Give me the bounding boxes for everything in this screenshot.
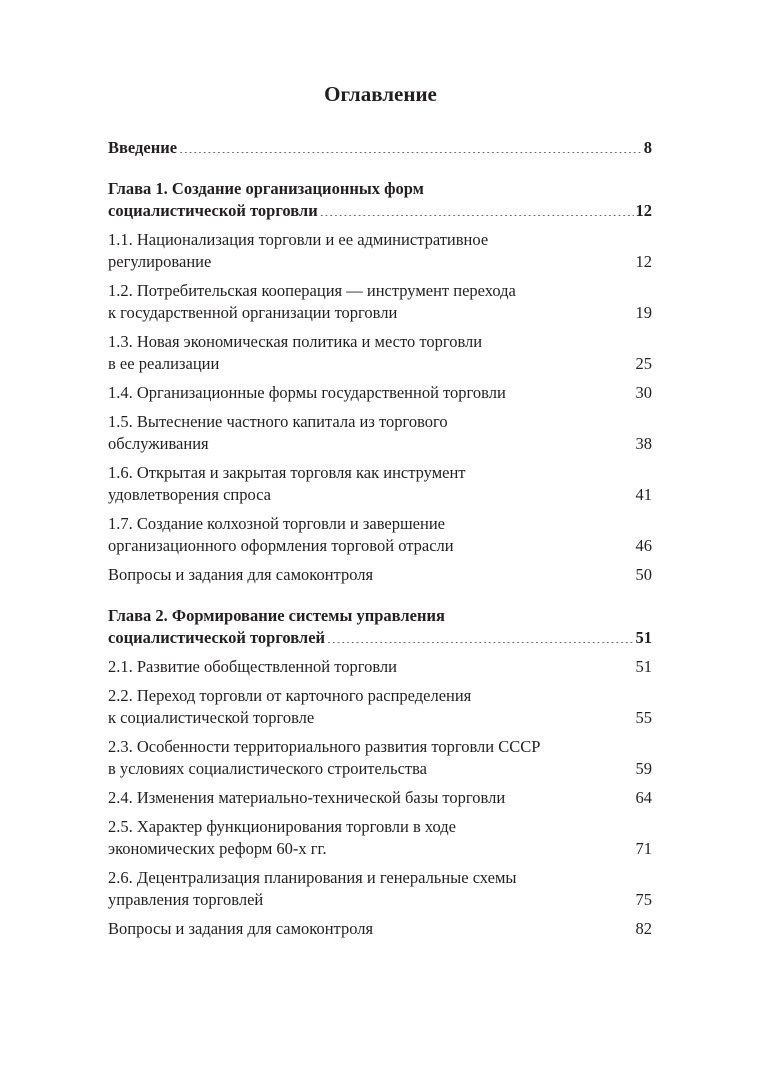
toc-entry-label: Введение [108, 138, 178, 157]
toc-entry-label-line1: 1.1. Национализация торговли и ее административное [108, 230, 489, 249]
toc-entry-label-line2: организационного оформления торговой отрасли [108, 536, 454, 555]
dot-leader [316, 709, 633, 723]
toc-entry-page: 55 [635, 708, 652, 727]
toc-entry-label: 2.4. Изменения материально-технической базы торговли [108, 788, 506, 807]
toc-entry-label-line2: управления торговлей [108, 890, 264, 909]
toc-entry-label-line2: социалистической торговлей [108, 628, 326, 647]
toc-entry-2-5[interactable] [108, 816, 652, 860]
toc-entry-page: 25 [635, 354, 652, 373]
toc-entry-label-line1: 2.5. Характер функционирования торговли в ходе [108, 817, 457, 836]
page-title: Оглавление [324, 82, 437, 106]
dot-leader [320, 202, 634, 216]
toc-entry-label-line2: обслуживания [108, 434, 209, 453]
toc-entry-label-line1: 2.3. Особенности территориального развития торговли СССР [108, 737, 541, 756]
toc-entry-label: 2.1. Развитие обобществленной торговли [108, 657, 397, 676]
toc-entry-1-5[interactable] [108, 411, 652, 455]
dot-leader [399, 658, 634, 672]
dot-leader [375, 566, 633, 580]
toc-entry-page: 71 [635, 839, 652, 858]
dot-leader [211, 435, 634, 449]
toc-entry-label-line1: 2.6. Децентрализация планирования и генеральные схемы [108, 868, 517, 887]
toc-entry-label-line2: к государственной организации торговли [108, 303, 398, 322]
toc-entry-page: 82 [635, 919, 652, 938]
toc-entry-label-line2: регулирование [108, 252, 212, 271]
chapter-1-block [108, 178, 652, 586]
toc-entry-page: 12 [635, 252, 652, 271]
toc-entry-label-line2: к социалистической торговле [108, 708, 315, 727]
dot-leader [399, 304, 633, 318]
toc-entry-1-4[interactable] [108, 382, 652, 404]
toc-entry-page: 19 [635, 303, 652, 322]
toc-entry-2-1[interactable] [108, 656, 652, 678]
dot-leader [456, 537, 634, 551]
toc-entry-2-2[interactable] [108, 685, 652, 729]
toc-entry-2-4[interactable] [108, 787, 652, 809]
toc-entry-label-line2: в условиях социалистического строительства [108, 759, 427, 778]
dot-leader [429, 760, 634, 774]
toc-entry-1-2[interactable] [108, 280, 652, 324]
toc-entry-label-line1: 1.7. Создание колхозной торговли и завершение [108, 514, 445, 533]
toc-entry-label-line1: 1.3. Новая экономическая политика и место торговли [108, 332, 483, 351]
toc-entry-label: Вопросы и задания для самоконтроля [108, 565, 374, 584]
toc-entry-1-6[interactable] [108, 462, 652, 506]
toc-entry-label: Вопросы и задания для самоконтроля [108, 919, 374, 938]
toc-entry-label-line1: 2.2. Переход торговли от карточного распределения [108, 686, 472, 705]
toc-entry-chapter-2[interactable] [108, 605, 652, 649]
dot-leader [221, 355, 633, 369]
toc-entry-1-7[interactable] [108, 513, 652, 557]
toc-entry-page: 75 [635, 890, 652, 909]
dot-leader [327, 629, 633, 643]
table-of-contents [108, 137, 652, 959]
toc-entry-page: 38 [635, 434, 652, 453]
toc-entry-label-line2: экономических реформ 60-х гг. [108, 839, 327, 858]
toc-entry-page: 51 [635, 628, 652, 647]
toc-entry-label-line2: удовлетворения спроса [108, 485, 271, 504]
toc-entry-chapter-1[interactable] [108, 178, 652, 222]
chapter-2-block [108, 605, 652, 940]
toc-entry-label-line1: Глава 2. Формирование системы управления [108, 606, 445, 625]
dot-leader [375, 920, 633, 934]
dot-leader [507, 789, 633, 803]
dot-leader [265, 891, 633, 905]
dot-leader [329, 840, 634, 854]
toc-entry-1-1[interactable] [108, 229, 652, 273]
toc-entry-page: 64 [635, 788, 652, 807]
toc-entry-page: 30 [635, 383, 652, 402]
toc-entry-2-3[interactable] [108, 736, 652, 780]
toc-entry-label-line2: социалистической торговли [108, 201, 318, 220]
toc-entry-page: 8 [643, 138, 652, 157]
toc-entry-1-questions[interactable] [108, 564, 652, 586]
toc-entry-page: 51 [635, 657, 652, 676]
toc-entry-page: 59 [635, 759, 652, 778]
toc-entry-2-6[interactable] [108, 867, 652, 911]
toc-entry-label-line2: в ее реализации [108, 354, 220, 373]
toc-entry-page: 12 [635, 201, 652, 220]
toc-entry-1-3[interactable] [108, 331, 652, 375]
toc-entry-page: 46 [635, 536, 652, 555]
toc-entry-label: 1.4. Организационные формы государственной торговли [108, 383, 506, 402]
dot-leader [273, 486, 634, 500]
toc-entry-label-line1: 1.2. Потребительская кооперация — инструмент перехода [108, 281, 516, 300]
toc-entry-label-line1: 1.6. Открытая и закрытая торговля как инструмент [108, 463, 466, 482]
dot-leader [508, 384, 634, 398]
toc-entry-label-line1: Глава 1. Создание организационных форм [108, 179, 424, 198]
toc-entry-label-line1: 1.5. Вытеснение частного капитала из торгового [108, 412, 448, 431]
dot-leader [213, 253, 633, 267]
toc-entry-2-questions[interactable] [108, 918, 652, 940]
toc-entry-page: 50 [635, 565, 652, 584]
toc-entry-intro[interactable] [108, 137, 652, 159]
dot-leader [179, 139, 642, 153]
toc-entry-page: 41 [635, 485, 652, 504]
